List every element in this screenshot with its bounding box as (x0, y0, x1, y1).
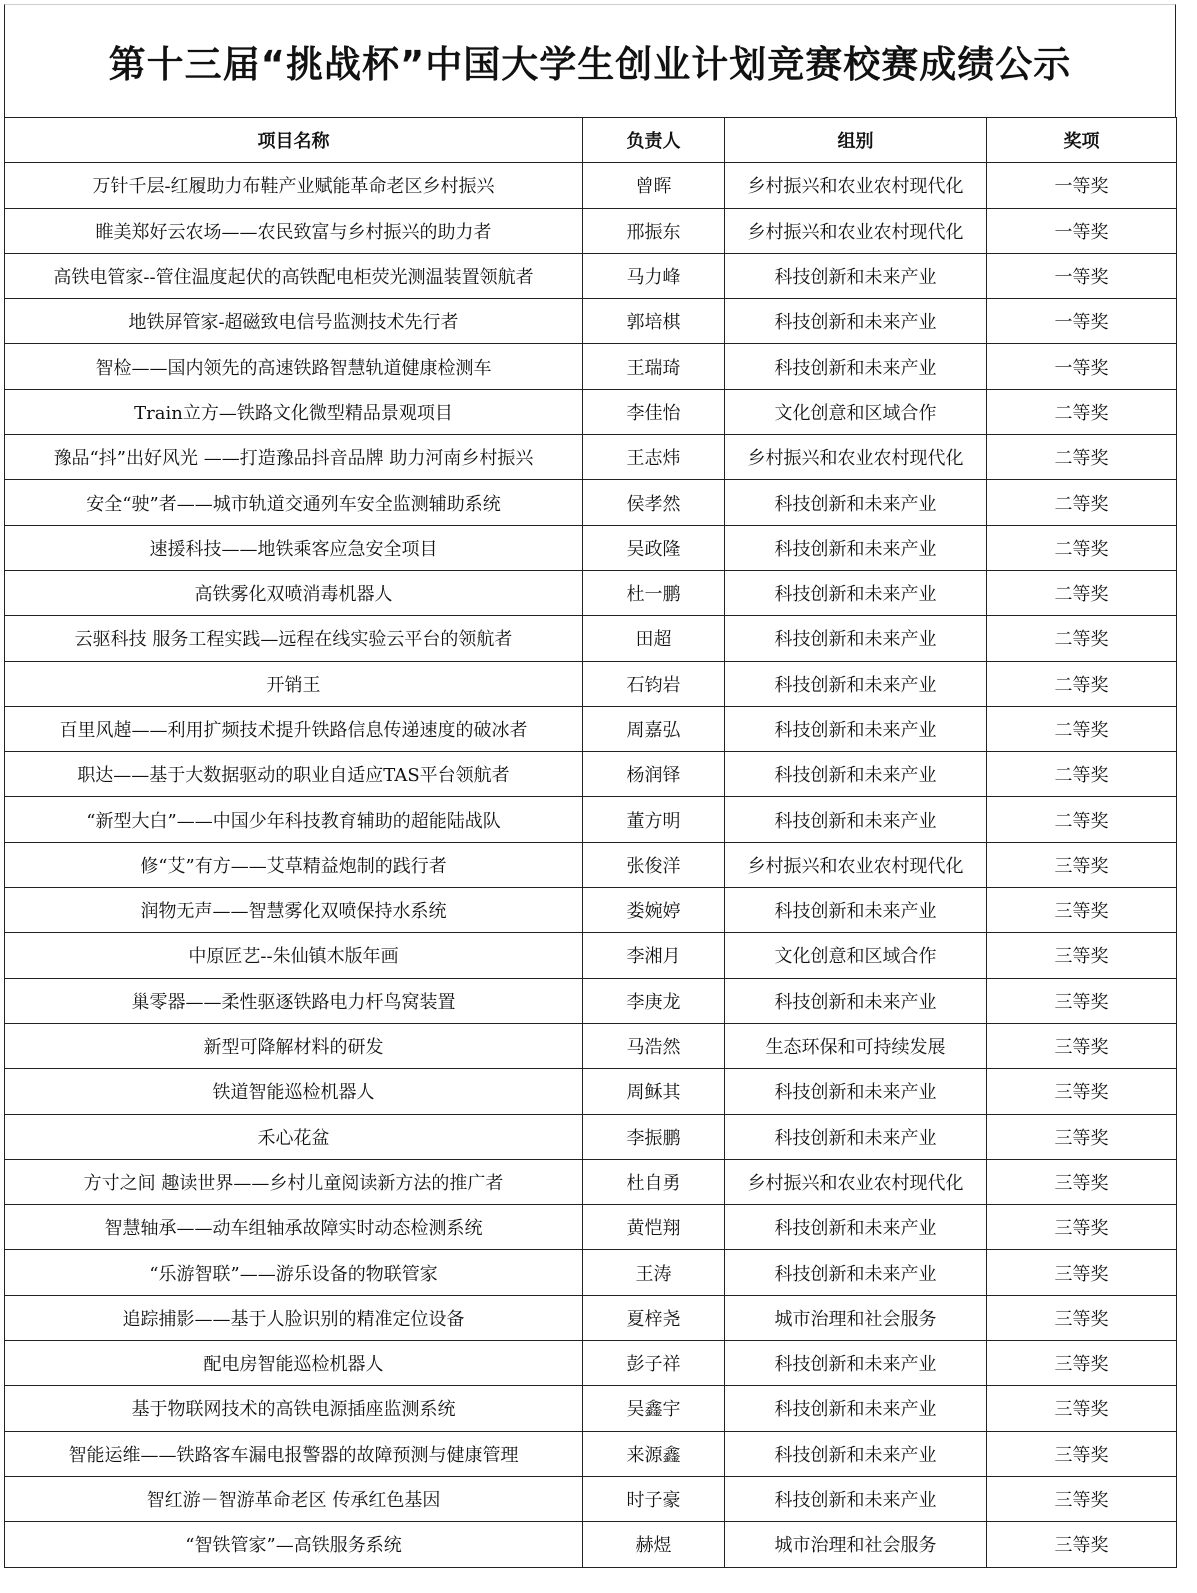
project-name-cell: 智红游－智游革命老区 传承红色基因 (5, 1476, 583, 1521)
leader-cell: 杜一鹏 (583, 570, 725, 615)
group-cell: 科技创新和未来产业 (725, 1386, 987, 1431)
group-cell: 科技创新和未来产业 (725, 797, 987, 842)
award-cell: 三等奖 (987, 1431, 1177, 1476)
table-row (5, 1431, 1177, 1476)
award-cell: 二等奖 (987, 435, 1177, 480)
table-row (5, 706, 1177, 751)
award-cell: 二等奖 (987, 797, 1177, 842)
leader-cell: 李湘月 (583, 933, 725, 978)
table-row (5, 1159, 1177, 1204)
project-name-cell: 安全“驶”者——城市轨道交通列车安全监测辅助系统 (5, 480, 583, 525)
group-cell: 科技创新和未来产业 (725, 616, 987, 661)
award-cell: 二等奖 (987, 616, 1177, 661)
award-cell: 一等奖 (987, 299, 1177, 344)
award-cell: 一等奖 (987, 208, 1177, 253)
project-name-cell: 百里风趠——利用扩频技术提升铁路信息传递速度的破冰者 (5, 706, 583, 751)
project-name-cell: 配电房智能巡检机器人 (5, 1341, 583, 1386)
group-cell: 科技创新和未来产业 (725, 1114, 987, 1159)
leader-cell: 田超 (583, 616, 725, 661)
table-row (5, 525, 1177, 570)
leader-cell: 邢振东 (583, 208, 725, 253)
award-cell: 三等奖 (987, 1476, 1177, 1521)
award-cell: 二等奖 (987, 570, 1177, 615)
group-cell: 文化创意和区域合作 (725, 389, 987, 434)
project-name-cell: 新型可降解材料的研发 (5, 1023, 583, 1068)
project-name-cell: 智检——国内领先的高速铁路智慧轨道健康检测车 (5, 344, 583, 389)
award-cell: 二等奖 (987, 706, 1177, 751)
group-cell: 文化创意和区域合作 (725, 933, 987, 978)
project-name-cell: 中原匠艺--朱仙镇木版年画 (5, 933, 583, 978)
table-row (5, 435, 1177, 480)
table-row (5, 842, 1177, 887)
award-cell: 三等奖 (987, 1522, 1177, 1567)
leader-cell: 王涛 (583, 1250, 725, 1295)
group-cell: 科技创新和未来产业 (725, 1205, 987, 1250)
leader-cell: 来源鑫 (583, 1431, 725, 1476)
leader-cell: 时子豪 (583, 1476, 725, 1521)
table-row (5, 1522, 1177, 1567)
project-name-cell: 地铁屏管家-超磁致电信号监测技术先行者 (5, 299, 583, 344)
table-row (5, 208, 1177, 253)
award-cell: 二等奖 (987, 661, 1177, 706)
leader-cell: 王瑞琦 (583, 344, 725, 389)
results-table (4, 117, 1177, 1568)
award-cell: 三等奖 (987, 888, 1177, 933)
table-body (5, 163, 1177, 1567)
project-name-cell: “新型大白”——中国少年科技教育辅助的超能陆战队 (5, 797, 583, 842)
leader-cell: 周稣其 (583, 1069, 725, 1114)
leader-cell: 夏梓尧 (583, 1295, 725, 1340)
group-cell: 乡村振兴和农业农村现代化 (725, 435, 987, 480)
award-cell: 三等奖 (987, 842, 1177, 887)
project-name-cell: 开销王 (5, 661, 583, 706)
award-cell: 三等奖 (987, 1023, 1177, 1068)
group-cell: 科技创新和未来产业 (725, 978, 987, 1023)
award-cell: 三等奖 (987, 1069, 1177, 1114)
leader-cell: 彭子祥 (583, 1341, 725, 1386)
award-cell: 三等奖 (987, 978, 1177, 1023)
leader-cell: 赫煜 (583, 1522, 725, 1567)
leader-cell: 张俊洋 (583, 842, 725, 887)
leader-cell: 李庚龙 (583, 978, 725, 1023)
table-row (5, 253, 1177, 298)
project-name-cell: “智铁管家”—高铁服务系统 (5, 1522, 583, 1567)
award-cell: 二等奖 (987, 525, 1177, 570)
award-cell: 二等奖 (987, 480, 1177, 525)
table-row (5, 1295, 1177, 1340)
group-cell: 乡村振兴和农业农村现代化 (725, 163, 987, 208)
award-cell: 一等奖 (987, 253, 1177, 298)
table-row (5, 389, 1177, 434)
table-row (5, 344, 1177, 389)
header-group: 组别 (725, 118, 987, 163)
project-name-cell: 智能运维——铁路客车漏电报警器的故障预测与健康管理 (5, 1431, 583, 1476)
table-row (5, 1341, 1177, 1386)
table-row (5, 1386, 1177, 1431)
group-cell: 科技创新和未来产业 (725, 480, 987, 525)
project-name-cell: 禾心花盆 (5, 1114, 583, 1159)
project-name-cell: 睢美郑好云农场——农民致富与乡村振兴的助力者 (5, 208, 583, 253)
table-row (5, 1023, 1177, 1068)
leader-cell: 马浩然 (583, 1023, 725, 1068)
project-name-cell: 职达——基于大数据驱动的职业自适应TAS平台领航者 (5, 752, 583, 797)
leader-cell: 吴鑫宇 (583, 1386, 725, 1431)
project-name-cell: 巢零器——柔性驱逐铁路电力杆鸟窝装置 (5, 978, 583, 1023)
leader-cell: 李振鹏 (583, 1114, 725, 1159)
group-cell: 乡村振兴和农业农村现代化 (725, 1159, 987, 1204)
group-cell: 科技创新和未来产业 (725, 570, 987, 615)
award-cell: 三等奖 (987, 1159, 1177, 1204)
award-cell: 一等奖 (987, 163, 1177, 208)
group-cell: 城市治理和社会服务 (725, 1295, 987, 1340)
group-cell: 城市治理和社会服务 (725, 1522, 987, 1567)
leader-cell: 曾晖 (583, 163, 725, 208)
group-cell: 科技创新和未来产业 (725, 253, 987, 298)
leader-cell: 杜自勇 (583, 1159, 725, 1204)
table-row (5, 570, 1177, 615)
project-name-cell: 铁道智能巡检机器人 (5, 1069, 583, 1114)
project-name-cell: 速援科技——地铁乘客应急安全项目 (5, 525, 583, 570)
project-name-cell: Train立方—铁路文化微型精品景观项目 (5, 389, 583, 434)
award-cell: 三等奖 (987, 1341, 1177, 1386)
leader-cell: 石钧岩 (583, 661, 725, 706)
project-name-cell: 云驱科技 服务工程实践—远程在线实验云平台的领航者 (5, 616, 583, 661)
group-cell: 科技创新和未来产业 (725, 1431, 987, 1476)
leader-cell: 王志炜 (583, 435, 725, 480)
table-row (5, 480, 1177, 525)
group-cell: 科技创新和未来产业 (725, 1250, 987, 1295)
header-project-name: 项目名称 (5, 118, 583, 163)
award-cell: 三等奖 (987, 1295, 1177, 1340)
project-name-cell: 高铁雾化双喷消毒机器人 (5, 570, 583, 615)
project-name-cell: 豫品“抖”出好风光 ——打造豫品抖音品牌 助力河南乡村振兴 (5, 435, 583, 480)
group-cell: 科技创新和未来产业 (725, 661, 987, 706)
table-row (5, 299, 1177, 344)
header-row (5, 118, 1177, 163)
leader-cell: 马力峰 (583, 253, 725, 298)
group-cell: 科技创新和未来产业 (725, 1069, 987, 1114)
project-name-cell: “乐游智联”——游乐设备的物联管家 (5, 1250, 583, 1295)
leader-cell: 董方明 (583, 797, 725, 842)
project-name-cell: 智慧轴承——动车组轴承故障实时动态检测系统 (5, 1205, 583, 1250)
leader-cell: 郭培棋 (583, 299, 725, 344)
group-cell: 科技创新和未来产业 (725, 1476, 987, 1521)
group-cell: 科技创新和未来产业 (725, 706, 987, 751)
group-cell: 科技创新和未来产业 (725, 1341, 987, 1386)
group-cell: 科技创新和未来产业 (725, 752, 987, 797)
page-title: 第十三届“挑战杯”中国大学生创业计划竞赛校赛成绩公示 (108, 43, 1072, 86)
project-name-cell: 追踪捕影——基于人脸识别的精准定位设备 (5, 1295, 583, 1340)
header-leader: 负责人 (583, 118, 725, 163)
table-row (5, 752, 1177, 797)
leader-cell: 黄恺翔 (583, 1205, 725, 1250)
leader-cell: 吴政隆 (583, 525, 725, 570)
table-row (5, 1205, 1177, 1250)
leader-cell: 娄婉婷 (583, 888, 725, 933)
table-row (5, 1069, 1177, 1114)
leader-cell: 周嘉弘 (583, 706, 725, 751)
award-cell: 三等奖 (987, 1386, 1177, 1431)
award-cell: 三等奖 (987, 1250, 1177, 1295)
table-row (5, 163, 1177, 208)
group-cell: 科技创新和未来产业 (725, 344, 987, 389)
header-award: 奖项 (987, 118, 1177, 163)
group-cell: 乡村振兴和农业农村现代化 (725, 208, 987, 253)
project-name-cell: 方寸之间 趣读世界——乡村儿童阅读新方法的推广者 (5, 1159, 583, 1204)
award-cell: 一等奖 (987, 344, 1177, 389)
leader-cell: 李佳怡 (583, 389, 725, 434)
award-cell: 三等奖 (987, 1205, 1177, 1250)
project-name-cell: 基于物联网技术的高铁电源插座监测系统 (5, 1386, 583, 1431)
award-cell: 三等奖 (987, 1114, 1177, 1159)
table-row (5, 933, 1177, 978)
project-name-cell: 高铁电管家--管住温度起伏的高铁配电柜荧光测温装置领航者 (5, 253, 583, 298)
table-row (5, 888, 1177, 933)
table-row (5, 1476, 1177, 1521)
group-cell: 科技创新和未来产业 (725, 299, 987, 344)
group-cell: 乡村振兴和农业农村现代化 (725, 842, 987, 887)
group-cell: 生态环保和可持续发展 (725, 1023, 987, 1068)
award-cell: 二等奖 (987, 752, 1177, 797)
table-row (5, 797, 1177, 842)
group-cell: 科技创新和未来产业 (725, 888, 987, 933)
leader-cell: 侯孝然 (583, 480, 725, 525)
title-area (4, 4, 1176, 117)
table-row (5, 1114, 1177, 1159)
group-cell: 科技创新和未来产业 (725, 525, 987, 570)
results-sheet (4, 4, 1176, 1568)
project-name-cell: 润物无声——智慧雾化双喷保持水系统 (5, 888, 583, 933)
table-row (5, 978, 1177, 1023)
table-row (5, 661, 1177, 706)
project-name-cell: 万针千层-红履助力布鞋产业赋能革命老区乡村振兴 (5, 163, 583, 208)
table-row (5, 1250, 1177, 1295)
leader-cell: 杨润铎 (583, 752, 725, 797)
award-cell: 二等奖 (987, 389, 1177, 434)
table-row (5, 616, 1177, 661)
award-cell: 三等奖 (987, 933, 1177, 978)
project-name-cell: 修“艾”有方——艾草精益炮制的践行者 (5, 842, 583, 887)
